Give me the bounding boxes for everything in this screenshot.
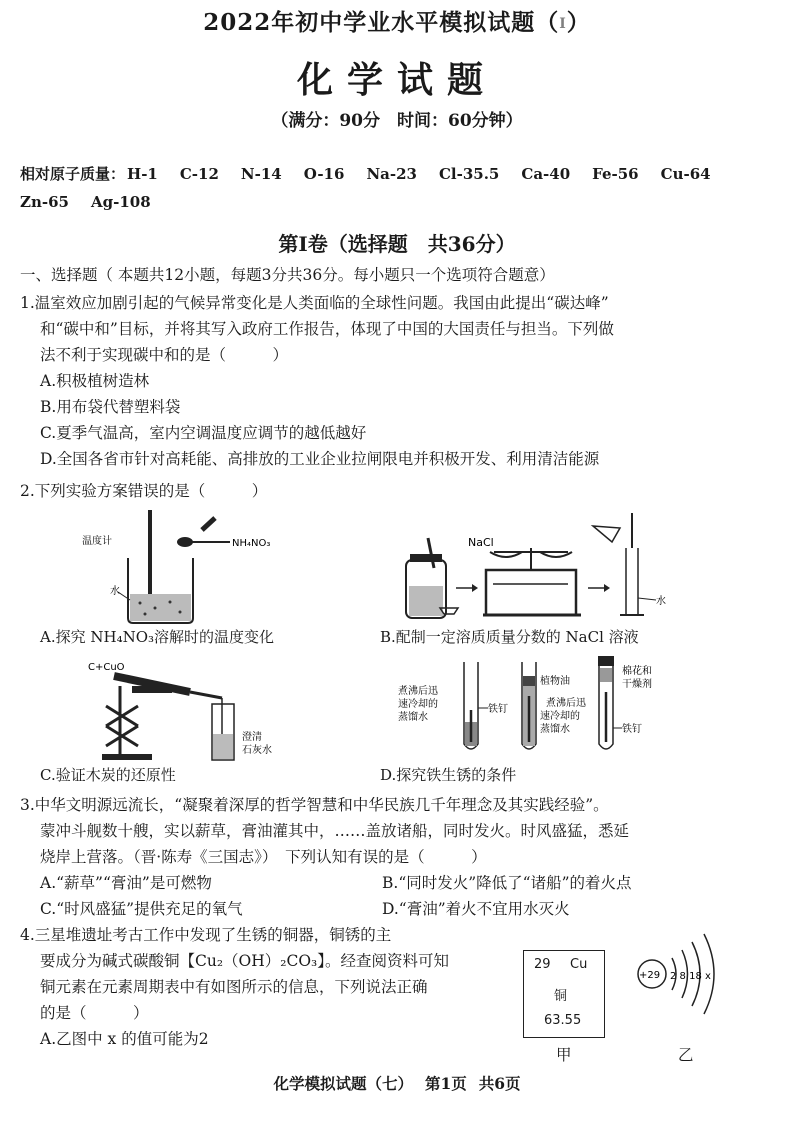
q4-stem-line: 要成分为碱式碳酸铜【Cu₂（OH）₂CO₃】。经查阅资料可知 xyxy=(40,952,450,970)
atomic-mass-item: C-12 xyxy=(179,165,219,183)
figure-c-caption: C.验证木炭的还原性 xyxy=(40,766,176,784)
question-4 xyxy=(20,922,449,1052)
part-heading: 一、选择题（ 本题共12小题，每题3分共36分。每小题只一个选项符合题意） xyxy=(20,266,555,284)
q4-stem-line: 铜元素在元素周期表中有如图所示的信息，下列说法正确 xyxy=(40,978,428,996)
figure-b-caption: B.配制一定溶质质量分数的 NaCl 溶液 xyxy=(380,628,639,646)
fig-d-boiled-b-label-3: 蒸馏水 xyxy=(540,724,570,735)
figure-c-reduction xyxy=(80,656,290,764)
fig-a-thermometer-label: 温度计 xyxy=(82,536,112,547)
atomic-mass-item: Na-23 xyxy=(366,165,417,183)
q4-stem-line: 的是（ ） xyxy=(40,1004,149,1022)
question-3 xyxy=(20,792,629,870)
fig-c-limewater-label-2: 石灰水 xyxy=(242,745,272,756)
atom-structure-label: 乙 xyxy=(678,1046,694,1064)
q3-option-a[interactable]: A.“薪草”“膏油”是可燃物 xyxy=(40,874,212,892)
atomic-mass-item: Ag-108 xyxy=(90,193,151,211)
fig-d-cotton-label-2: 干燥剂 xyxy=(622,679,652,690)
atomic-masses-label: 相对原子质量： xyxy=(20,165,126,183)
atomic-mass-item: O-16 xyxy=(303,165,345,183)
atom-nucleus: +29 xyxy=(639,970,661,981)
fig-d-boiled-label-3: 蒸馏水 xyxy=(398,712,428,723)
q1-stem-line: 1.温室效应加剧引起的气候异常变化是人类面临的全球性问题。我国由此提出“碳达峰” xyxy=(20,294,609,312)
q4-option-a[interactable]: A.乙图中 x 的值可能为2 xyxy=(40,1030,209,1048)
element-symbol: Cu xyxy=(570,957,588,972)
fig-a-water-label: 水 xyxy=(110,586,120,597)
exam-title xyxy=(0,4,794,37)
q3-stem-line: 烧岸上营落。（晋·陈寿《三国志》） 下列认知有误的是（ ） xyxy=(40,848,487,866)
fig-d-nail-label: 铁钉 xyxy=(488,704,508,715)
element-mass: 63.55 xyxy=(544,1013,582,1028)
element-name: 铜 xyxy=(554,989,568,1004)
atom-shells: 2 8 18 x xyxy=(670,971,711,982)
q1-stem-line: 和“碳中和”目标，并将其写入政府工作报告，体现了中国的大国责任与担当。下列做 xyxy=(40,320,614,338)
footer-title: 化学模拟试题（七） xyxy=(273,1074,413,1093)
figure-d-rusting xyxy=(398,656,698,764)
atomic-mass-item: Cu-64 xyxy=(660,165,711,183)
atom-structure-diagram xyxy=(630,928,740,1038)
section-title: 第Ⅰ卷（选择题 共36分） xyxy=(278,232,516,256)
fig-d-nail-label-2: 铁钉 xyxy=(622,724,642,735)
atomic-masses xyxy=(20,160,733,216)
figure-a-dissolution xyxy=(80,508,320,626)
fig-d-boiled-b-label-1: 煮沸后迅 xyxy=(546,698,586,709)
exam-title-close: ） xyxy=(566,9,591,36)
subject-title: 化学试题 xyxy=(296,59,497,101)
exam-title-mark: I xyxy=(559,16,567,32)
q1-option-c[interactable]: C.夏季气温高，室内空调温度应调节的越低越好 xyxy=(40,424,367,442)
q1-option-a[interactable]: A.积极植树造林 xyxy=(40,372,150,390)
atomic-mass-item: H-1 xyxy=(127,165,158,183)
fig-d-oil-label: 植物油 xyxy=(540,676,570,687)
figure-d-caption: D.探究铁生锈的条件 xyxy=(380,766,517,784)
element-cell-copper xyxy=(523,950,605,1038)
q3-option-d[interactable]: D.“膏油”着火不宜用水灭火 xyxy=(382,900,570,918)
atomic-mass-item: N-14 xyxy=(240,165,282,183)
fig-c-reagent-label: C+CuO xyxy=(88,662,125,673)
exam-title-text: 2022年初中学业水平模拟试题（ xyxy=(203,9,560,36)
element-number: 29 xyxy=(534,957,551,972)
fig-a-reagent-label: NH₄NO₃ xyxy=(232,538,271,549)
figure-b-solution xyxy=(398,508,698,626)
q4-stem-line: 4.三星堆遗址考古工作中发现了生锈的铜器，铜锈的主 xyxy=(20,926,392,944)
fig-b-water-label: 水 xyxy=(656,596,666,607)
fig-c-limewater-label-1: 澄清 xyxy=(242,732,262,743)
atomic-mass-item: Ca-40 xyxy=(521,165,571,183)
exam-info: （满分：90分 时间：60分钟） xyxy=(271,111,523,131)
q2-stem: 2.下列实验方案错误的是（ ） xyxy=(20,482,268,500)
fig-d-boiled-b-label-2: 速冷却的 xyxy=(540,711,580,722)
footer-total: 共6页 xyxy=(478,1074,521,1093)
q3-stem-line: 蒙冲斗舰数十艘，实以薪草，膏油灌其中，……盖放诸船，同时发火。时风盛猛，悉延 xyxy=(40,822,630,840)
atomic-masses-line-1 xyxy=(20,160,733,188)
q1-option-b[interactable]: B.用布袋代替塑料袋 xyxy=(40,398,181,416)
figure-a-caption: A.探究 NH₄NO₃溶解时的温度变化 xyxy=(40,628,275,646)
element-cell-label: 甲 xyxy=(556,1046,572,1064)
q1-option-d[interactable]: D.全国各省市针对高耗能、高排放的工业企业拉闸限电并积极开发、利用清洁能源 xyxy=(40,450,600,468)
footer-page: 第1页 xyxy=(424,1074,467,1093)
q3-option-c[interactable]: C.“时风盛猛”提供充足的氧气 xyxy=(40,900,243,918)
atomic-masses-line-2 xyxy=(20,188,733,216)
q3-stem-line: 3.中华文明源远流长，“凝聚着深厚的哲学智慧和中华民族几千年理念及其实践经验”。 xyxy=(20,796,609,814)
page-footer xyxy=(0,1072,794,1094)
fig-d-cotton-label-1: 棉花和 xyxy=(622,666,652,677)
fig-d-boiled-label-1: 煮沸后迅 xyxy=(398,686,438,697)
atomic-mass-item: Cl-35.5 xyxy=(438,165,500,183)
fig-d-boiled-label-2: 速冷却的 xyxy=(398,699,438,710)
atomic-mass-item: Fe-56 xyxy=(592,165,639,183)
q1-stem-line: 法不利于实现碳中和的是（ ） xyxy=(40,346,289,364)
question-1 xyxy=(20,290,614,472)
q3-option-b[interactable]: B.“同时发火”降低了“诸船”的着火点 xyxy=(382,874,632,892)
atomic-mass-item: Zn-65 xyxy=(20,193,69,211)
fig-b-reagent-label: NaCl xyxy=(468,536,494,549)
